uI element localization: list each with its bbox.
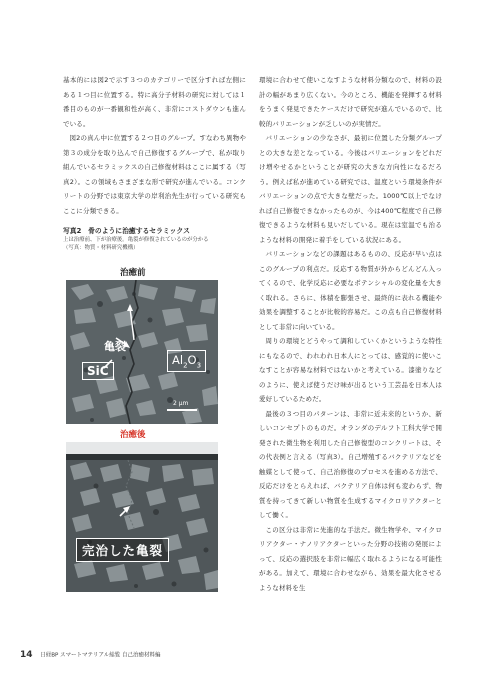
caption-title: 写真2 骨のように治癒するセラミックス <box>63 227 190 235</box>
right-paragraph-6: この区分は非常に先進的な手法だ。微生物学や、マイクロリアクター・ナノリアクターといった分野の技術の発展によって、反応の選択肢を非常に幅広く取れるようになる可能性がある。加えて、環境に合わせながら、効果を最大化させるような材料を生 <box>259 525 442 592</box>
before-healing-photo <box>66 280 218 424</box>
after-healing-label: 治癒後 <box>120 430 146 440</box>
after-healing-photo <box>66 442 218 592</box>
scale-label: 2 μm <box>173 400 189 407</box>
left-column <box>63 73 246 218</box>
right-paragraph-5: 最後の３つ目のパターンは、非常に近未来的というか、新しいコンセプトのものだ。オランダのデルフト工科大学で開発された微生物を利用した自己修復型のコンクリートは、その代表例と言える（写真3）。自己増殖するバクテリアなどを触媒として使って、自己治修復のプロセスを進める方法で、反応だけをとらえれば、バクテリア自体は何も変わらず、物質を持ってきて新しい物質を生成するマイクロリアクターとして働く。 <box>259 409 442 519</box>
right-paragraph-3: バリエーションなどの課題はあるものの、反応が早い点はこのグループの利点だ。反応する物質が外からどんどん入ってくるので、化学反応に必要なポテンシャルの変化量を大きく取れる。さらに、体積を膨張させ、最終的に表れる機能や効果を調整することが比較的容易だ。この点も自己修復材料として非常に向いている。 <box>259 250 442 331</box>
photo-caption <box>63 226 253 252</box>
crack-label: 亀裂 <box>104 340 126 353</box>
right-paragraph-4: 周りの環境とどうやって調和していくかというような特性にもなるので、われわれ日本人にとっては、感覚的に使いこなすことが容易な材料ではないかと考えている。漆塗りなどのように、使えば使うだけ味が出るという工芸品を日本人は愛好しているためだ。 <box>259 337 442 403</box>
caption-line-1: 上は治療前、下が治療後。亀裂が修復されているのが分かる <box>63 237 209 243</box>
before-healing-label: 治癒前 <box>120 268 146 278</box>
caption-line-2: （写真：物質・材料研究機構） <box>63 245 139 251</box>
alumina-label: $Al_2O_3$ <box>167 350 206 372</box>
sic-label: SiC <box>82 362 114 380</box>
right-paragraph-1: 環境に合わせて使いこなすような材料分類なので、材料の設計の幅があまり広くない。今のところ、機能を発揮する材料をうまく発見できたケースだけで研究が進んでいるので、比較的バリエーションが乏しいのが実情だ。 <box>259 76 442 128</box>
right-column <box>259 73 442 595</box>
left-paragraph-1: 基本的には図2で示す３つのカテゴリーで区分すれば左側にある１つ目に位置する。特に高分子材料の研究に対しては１番目のものが一番観和性が高く、非常にコストダウンも進んでいる。 <box>63 76 246 128</box>
left-paragraph-2: 図2の真ん中に位置する２つ目のグループ。すなわち異物や第３の成分を取り込んで自己修復するグループで、私が取り組んでいるセラミックスの自己修復材料はここに属する（写真2）。この領域もさまざまな形で研究が進んでいる。コンクリートの分野では東京大学の岸利治先生が行っている研究もここに分類できる。 <box>63 134 246 215</box>
right-paragraph-2: バリエーションの少なさが、最初に位置した分類グループとの大きな差となっている。今後はバリエーションをどれだけ増やせるかということが研究の大きな方向性になるだろう。例えば私が進めている研究では、温度という環境条件がバリエーションの点で大きな壁だった。1000℃以上でなければ自己修復できなかったものが、今は400℃程度で自己修復できるような材料も見いだしている。現在は室温でも治るような材料の開発に着手をしている状況にある。 <box>259 134 442 244</box>
footer-title: 日経BP スマートマテリアル総覧 自己治癒材料編 <box>40 652 161 659</box>
page-footer <box>20 650 161 660</box>
scale-bar <box>167 409 197 411</box>
healed-crack-label: 完治した亀裂 <box>76 538 169 562</box>
page-number: 14 <box>20 650 33 660</box>
micrograph-after-image <box>66 442 218 592</box>
